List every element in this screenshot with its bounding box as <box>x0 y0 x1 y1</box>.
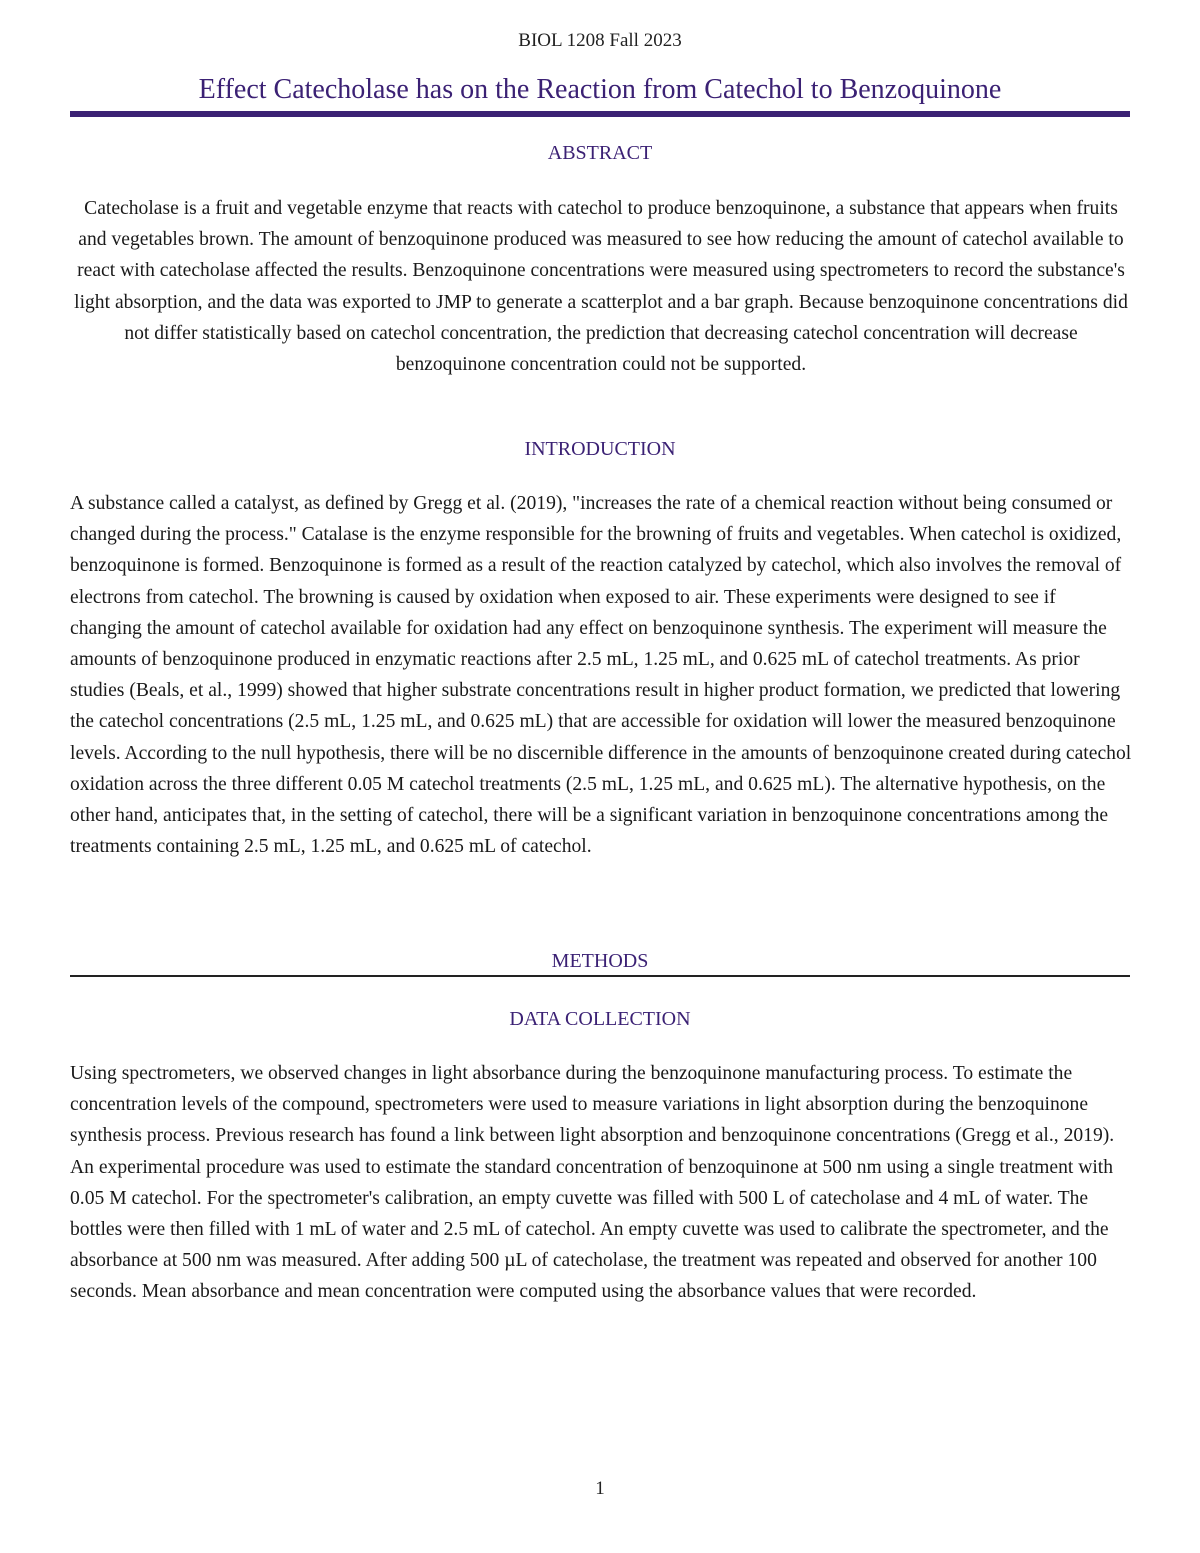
introduction-heading: INTRODUCTION <box>524 438 676 460</box>
abstract-text: Catecholase is a fruit and vegetable enzyme that reacts with catechol to produce benzoquinone, a substance that appears when fruits and vegetables brown. The amount of benzoquinone produced was measured to see how reducing the amount of catechol available to react with catecholase affected the results. Benzoquinone concentrations were measured using spectrometers to record the substance's light absorption, and the data was exported to JMP to generate a scatterplot and a bar graph. Because benzoquinone concentrations did not differ statistically based on catechol concentration, the prediction that decreasing catechol concentration will decrease benzoquinone concentration could not be supported. <box>74 198 1128 376</box>
course-header: BIOL 1208 Fall 2023 <box>518 30 682 51</box>
data-collection-heading: DATA COLLECTION <box>509 1008 691 1030</box>
document-title: Effect Catecholase has on the Reaction from Catechol to Benzoquinone <box>198 74 1002 105</box>
introduction-text: A substance called a catalyst, as defined by Gregg et al. (2019), "increases the rate of a chemical reaction without being consumed or changed during the process." Catalase is the enzyme responsible for the browning of fruits and vegetables. When catechol is oxidized, benzoquinone is formed. Benzoquinone is formed as a result of the reaction catalyzed by catechol, which also involves the removal of electrons from catechol. The browning is caused by oxidation when exposed to air. These experiments were designed to see if changing the amount of catechol available for oxidation had any effect on benzoquinone synthesis. The experiment will measure the amounts of benzoquinone produced in enzymatic reactions after 2.5 mL, 1.25 mL, and 0.625 mL of catechol treatments. As prior studies (Beals, et al., 1999) showed that higher substrate concentrations result in higher product formation, we predicted that lowering the catechol concentrations (2.5 mL, 1.25 mL, and 0.625 mL) that are accessible for oxidation will lower the measured benzoquinone levels. According to the null hypothesis, there will be no discernible difference in the amounts of benzoquinone created during catechol oxidation across the three different 0.05 M catechol treatments (2.5 mL, 1.25 mL, and 0.625 mL). The alternative hypothesis, on the other hand, anticipates that, in the setting of catechol, there will be a significant variation in benzoquinone concentrations among the treatments containing 2.5 mL, 1.25 mL, and 0.625 mL of catechol. <box>70 493 1132 858</box>
data-collection-text: Using spectrometers, we observed changes in light absorbance during the benzoquinone manufacturing process. To estimate the concentration levels of the compound, spectrometers were used to measure variations in light absorption during the benzoquinone synthesis process. Previous research has found a link between light absorption and benzoquinone concentrations (Gregg et al., 2019). An experimental procedure was used to estimate the standard concentration of benzoquinone at 500 nm using a single treatment with 0.05 M catechol. For the spectrometer's calibration, an empty cuvette was filled with 500 L of catecholase and 4 mL of water. The bottles were then filled with 1 mL of water and 2.5 mL of catechol. An empty cuvette was used to calibrate the spectrometer, and the absorbance at 500 nm was measured. After adding 500 µL of catecholase, the treatment was repeated and observed for another 100 seconds. Mean absorbance and mean concentration were computed using the absorbance values that were recorded. <box>70 1063 1115 1303</box>
title-underline <box>70 111 1130 117</box>
abstract-heading: ABSTRACT <box>547 142 653 164</box>
page-number: 1 <box>595 1478 605 1499</box>
methods-heading: METHODS <box>551 950 649 972</box>
methods-divider <box>70 975 1130 977</box>
